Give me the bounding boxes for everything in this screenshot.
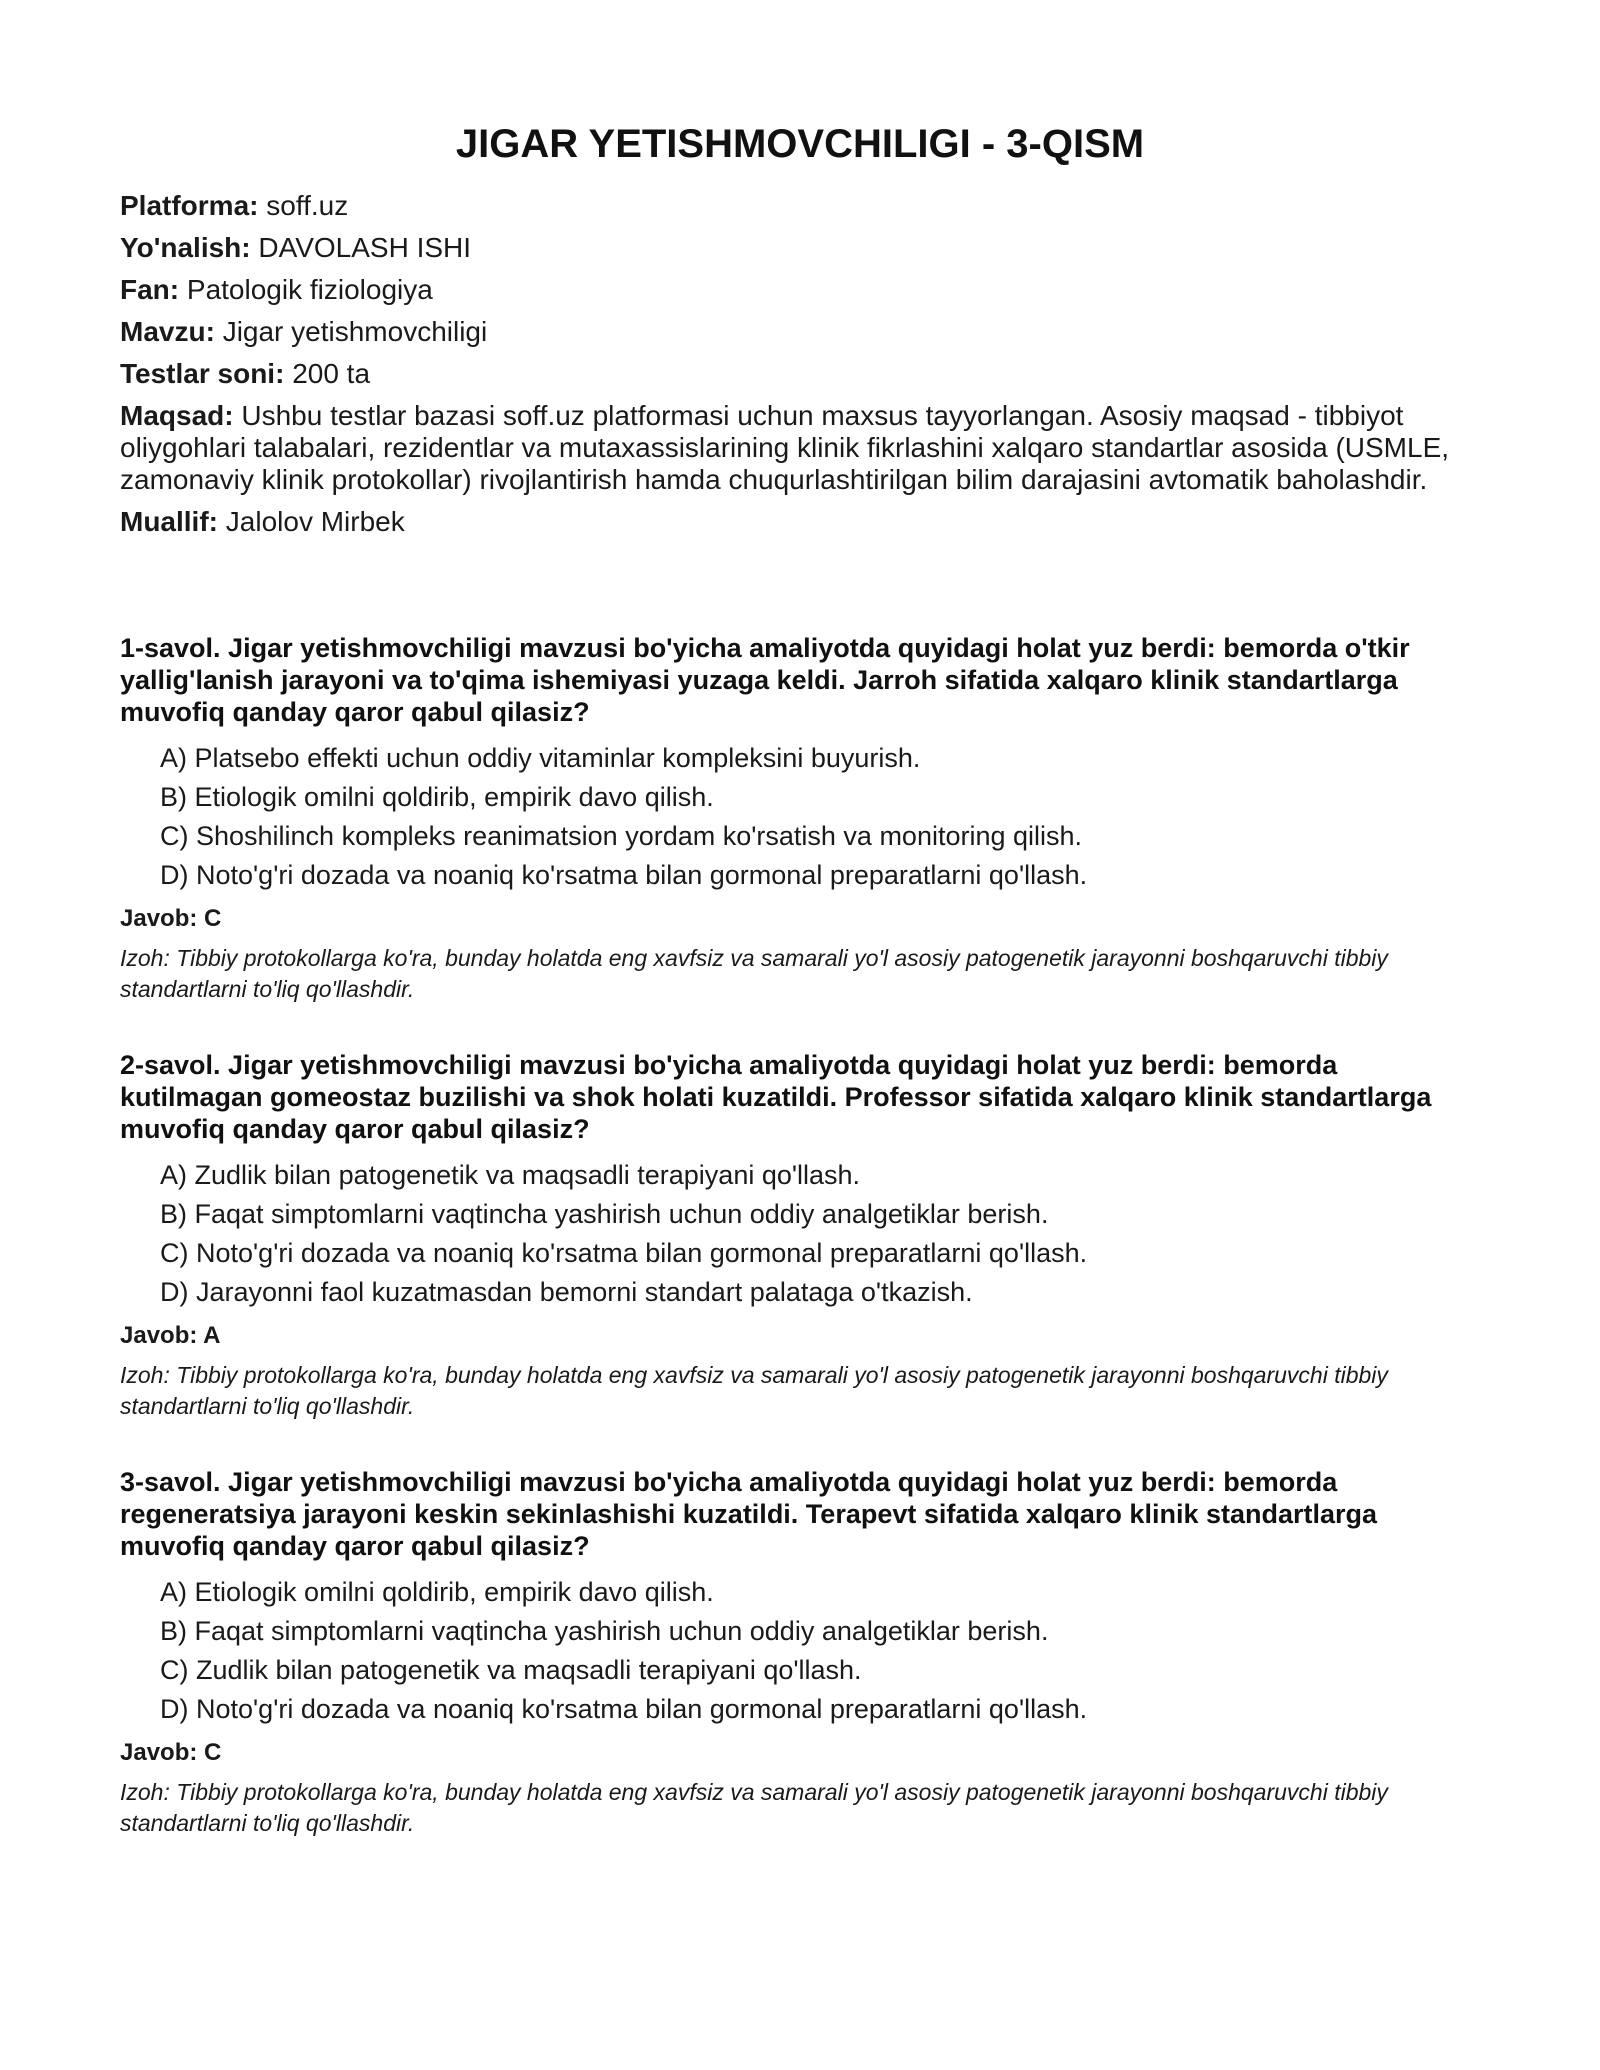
meta-value: Patologik fiziologiya — [186, 274, 433, 305]
explanation-text: Izoh: Tibbiy protokollarga ko'ra, bunday holatda eng xavfsiz va samarali yo'l asosiy patogenetik jarayonni boshqaruvchi tibbiy standartlarni to'liq qo'llashdir. — [120, 945, 1388, 1002]
option-a: A) Etiologik omilni qoldirib, empirik davo qilish. — [160, 1577, 714, 1607]
meta-block — [120, 190, 1480, 538]
meta-purpose — [120, 400, 1480, 496]
meta-key: Maqsad: — [120, 400, 234, 431]
meta-key: Testlar soni: — [120, 358, 285, 389]
meta-test-count — [120, 358, 1480, 390]
answer-label: Javob: C — [120, 1739, 222, 1766]
option-c: C) Noto'g'ri dozada va noaniq ko'rsatma bilan gormonal preparatlarni qo'llash. — [160, 1238, 1088, 1268]
section-spacer — [120, 548, 1480, 632]
document-page — [120, 120, 1480, 1883]
meta-value: Jalolov Mirbek — [225, 506, 405, 537]
question-3 — [120, 1466, 1480, 1839]
option-b: B) Faqat simptomlarni vaqtincha yashirish uchun oddiy analgetiklar berish. — [160, 1616, 1049, 1646]
meta-key: Platforma: — [120, 190, 259, 221]
meta-key: Yo'nalish: — [120, 232, 251, 263]
explanation-text: Izoh: Tibbiy protokollarga ko'ra, bunday holatda eng xavfsiz va samarali yo'l asosiy patogenetik jarayonni boshqaruvchi tibbiy standartlarni to'liq qo'llashdir. — [120, 1362, 1388, 1419]
question-2 — [120, 1049, 1480, 1422]
option-a: A) Platsebo effekti uchun oddiy vitaminlar kompleksini buyurish. — [160, 743, 921, 773]
option-d: D) Noto'g'ri dozada va noaniq ko'rsatma bilan gormonal preparatlarni qo'llash. — [160, 860, 1088, 890]
option-a: A) Zudlik bilan patogenetik va maqsadli terapiyani qo'llash. — [160, 1160, 861, 1190]
explanation-text: Izoh: Tibbiy protokollarga ko'ra, bunday holatda eng xavfsiz va samarali yo'l asosiy patogenetik jarayonni boshqaruvchi tibbiy standartlarni to'liq qo'llashdir. — [120, 1779, 1388, 1836]
meta-subject — [120, 274, 1480, 306]
question-text: 2-savol. Jigar yetishmovchiligi mavzusi bo'yicha amaliyotda quyidagi holat yuz berdi: bemorda kutilmagan gomeostaz buzilishi va shok holati kuzatildi. Professor sifatida xalqaro klinik standartlarga muvofiq qanday qaror qabul qilasiz? — [120, 1050, 1432, 1144]
option-d: D) Noto'g'ri dozada va noaniq ko'rsatma bilan gormonal preparatlarni qo'llash. — [160, 1694, 1088, 1724]
meta-value: Jigar yetishmovchiligi — [222, 316, 488, 347]
option-b: B) Faqat simptomlarni vaqtincha yashirish uchun oddiy analgetiklar berish. — [160, 1199, 1049, 1229]
answer-label: Javob: C — [120, 905, 222, 932]
meta-key: Muallif: — [120, 506, 218, 537]
answer-label: Javob: A — [120, 1322, 221, 1349]
question-1 — [120, 632, 1480, 1005]
meta-platform — [120, 190, 1480, 222]
document-title: JIGAR YETISHMOVCHILIGI - 3-QISM — [455, 122, 1145, 166]
option-c: C) Zudlik bilan patogenetik va maqsadli terapiyani qo'llash. — [160, 1655, 862, 1685]
meta-value: DAVOLASH ISHI — [258, 232, 472, 263]
option-d: D) Jarayonni faol kuzatmasdan bemorni standart palataga o'tkazish. — [160, 1277, 973, 1307]
meta-author — [120, 506, 1480, 538]
option-c: C) Shoshilinch kompleks reanimatsion yordam ko'rsatish va monitoring qilish. — [160, 821, 1083, 851]
meta-topic — [120, 316, 1480, 348]
meta-direction — [120, 232, 1480, 264]
meta-value: 200 ta — [292, 358, 371, 389]
meta-key: Fan: — [120, 274, 180, 305]
question-text: 3-savol. Jigar yetishmovchiligi mavzusi bo'yicha amaliyotda quyidagi holat yuz berdi: bemorda regeneratsiya jarayoni keskin sekinlashishi kuzatildi. Terapevt sifatida xalqaro klinik standartlarga muvofiq qanday qaror qabul qilasiz? — [120, 1467, 1378, 1561]
meta-value: soff.uz — [266, 190, 349, 221]
option-b: B) Etiologik omilni qoldirib, empirik davo qilish. — [160, 782, 714, 812]
meta-value: Ushbu testlar bazasi soff.uz platformasi uchun maxsus tayyorlangan. Asosiy maqsad - tibbiyot oliygohlari talabalari, rezidentlar va mutaxassislarining klinik fikrlashini xalqaro standartlar asosida (USMLE, zamonaviy klinik protokollar) rivojlantirish hamda chuqurlashtirilgan bilim darajasini avtomatik baholashdir. — [120, 400, 1450, 495]
question-text: 1-savol. Jigar yetishmovchiligi mavzusi bo'yicha amaliyotda quyidagi holat yuz berdi: bemorda o'tkir yallig'lanish jarayoni va to'qima ishemiyasi yuzaga keldi. Jarroh sifatida xalqaro klinik standartlarga muvofiq qanday qaror qabul qilasiz? — [120, 633, 1410, 727]
meta-key: Mavzu: — [120, 316, 215, 347]
